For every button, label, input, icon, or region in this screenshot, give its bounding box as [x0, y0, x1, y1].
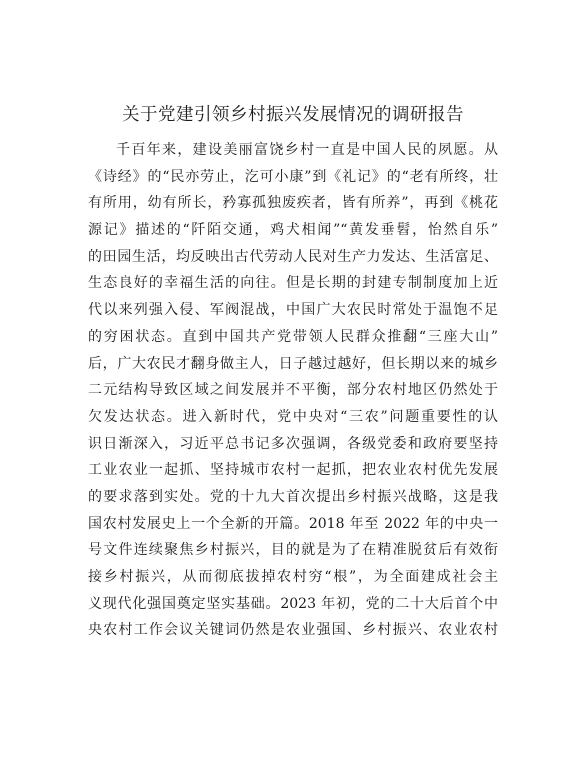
paragraph-line: 源记》描述的“阡陌交通，鸡犬相闻”“黄发垂髫，怡然自乐” [88, 222, 498, 239]
paragraph-line: 号文件连续聚焦乡村振兴，目的就是为了在精准脱贫后有效衔 [88, 542, 498, 559]
paragraph-line: 识日渐深入，习近平总书记多次强调，各级党委和政府要坚持 [88, 435, 498, 452]
paragraph-line: 有所用，幼有所长，矜寡孤独废疾者，皆有所养”，再到《桃花 [88, 195, 498, 212]
paragraph-line: 的田园生活，均反映出古代劳动人民对生产力发达、生活富足、 [88, 248, 498, 265]
paragraph-line: 二元结构导致区域之间发展并不平衡，部分农村地区仍然处于 [88, 382, 498, 399]
paragraph-line: 国农村发展史上一个全新的开篇。2018 年至 2022 年的中央一 [88, 515, 498, 532]
paragraph-line: 工业农业一起抓、坚持城市农村一起抓，把农业农村优先发展 [88, 462, 498, 479]
paragraph-line: 接乡村振兴，从而彻底拔掉农村穷“根”，为全面建成社会主 [88, 569, 498, 585]
paragraph-line: 的穷困状态。直到中国共产党带领人民群众推翻“三座大山” [88, 328, 498, 345]
paragraph-line: 欠发达状态。进入新时代，党中央对“三农”问题重要性的认 [88, 408, 498, 425]
body-paragraph [88, 137, 498, 644]
paragraph-line: 后，广大农民才翻身做主人，日子越过越好，但长期以来的城乡 [88, 355, 498, 372]
paragraph-line: 生态良好的幸福生活的向往。但是长期的封建专制制度加上近 [88, 275, 498, 292]
paragraph-line: 千百年来，建设美丽富饶乡村一直是中国人民的夙愿。从 [116, 142, 498, 158]
paragraph-line: 的要求落到实处。党的十九大首次提出乡村振兴战略，这是我 [88, 488, 498, 505]
paragraph-line: 义现代化强国奠定坚实基础。2023 年初，党的二十大后首个中 [88, 595, 498, 612]
paragraph-line: 《诗经》的“民亦劳止，汔可小康”到《礼记》的“老有所终，壮 [88, 168, 498, 185]
paragraph-line: 央农村工作会议关键词仍然是农业强国、乡村振兴、农业农村 [88, 622, 498, 639]
document-title: 关于党建引领乡村振兴发展情况的调研报告 [122, 105, 464, 125]
paragraph-line: 代以来列强入侵、军阀混战，中国广大农民时常处于温饱不足 [88, 302, 498, 319]
